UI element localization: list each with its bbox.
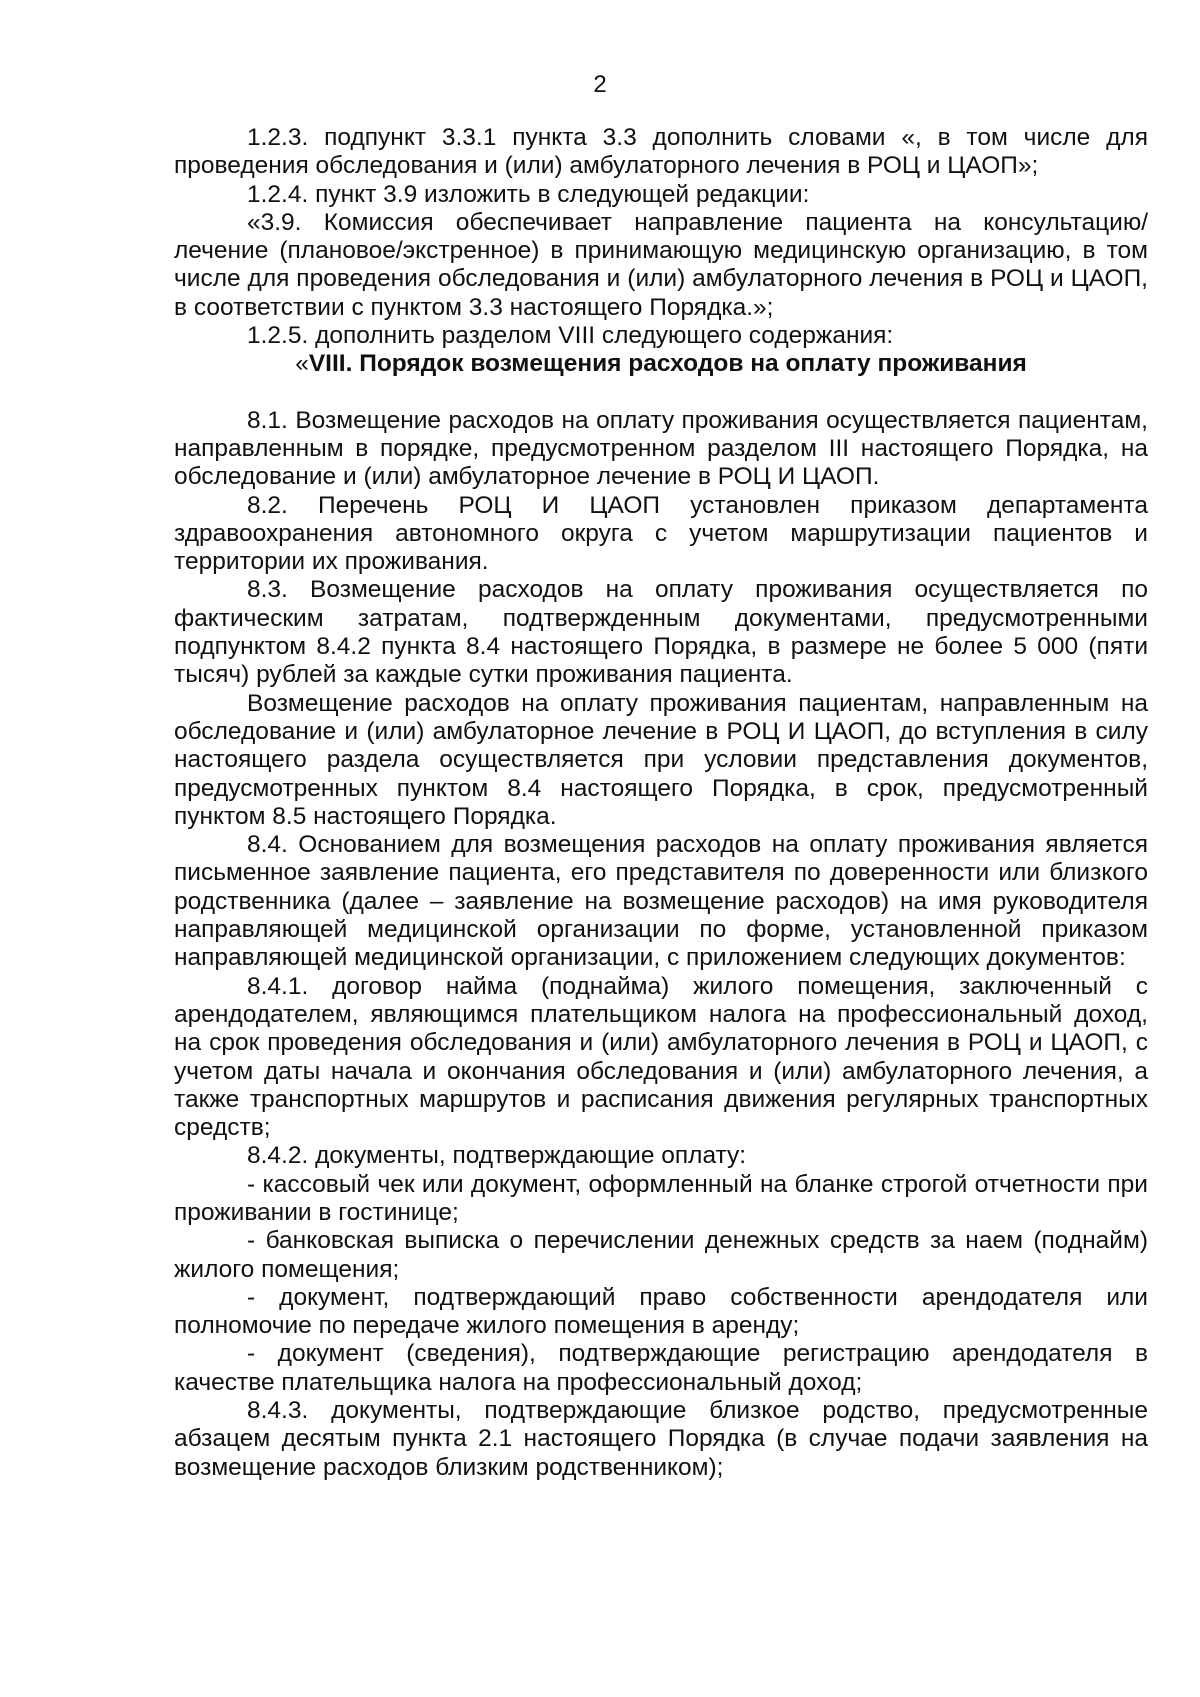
list-item: - банковская выписка о перечислении денежных средств за наем (поднайм) жилого помещения; bbox=[174, 1227, 1148, 1283]
page-number: 2 bbox=[593, 71, 607, 98]
section-heading bbox=[174, 350, 1148, 378]
paragraph: «3.9. Комиссия обеспечивает направление пациента на консультацию/лечение (плановое/экстренное) в принимающую медицинскую организацию, в том числе для проведения обследования и (или) амбулаторного лечения в РОЦ и ЦАОП, в соответствии с пунктом 3.3 настоящего Порядка.»; bbox=[174, 208, 1148, 321]
paragraph: 8.2. Перечень РОЦ И ЦАОП установлен приказом департамента здравоохранения автономного округа с учетом маршрутизации пациентов и территории их проживания. bbox=[174, 491, 1148, 576]
list-item: - документ, подтверждающий право собственности арендодателя или полномочие по передаче жилого помещения в аренду; bbox=[174, 1283, 1148, 1340]
section-heading-title: VIII. Порядок возмещения расходов на оплату проживания bbox=[308, 350, 1027, 378]
list-item: - кассовый чек или документ, оформленный на бланке строгой отчетности при проживании в гостинице; bbox=[174, 1170, 1148, 1226]
paragraph: Возмещение расходов на оплату проживания пациентам, направленным на обследование и (или) амбулаторное лечение в РОЦ И ЦАОП, до вступления в силу настоящего раздела осуществляется при условии представления документов, предусмотренных пунктом 8.4 настоящего Порядка, в срок, предусмотренный пунктом 8.5 настоящего Порядка. bbox=[174, 689, 1148, 830]
paragraph: 8.4.1. договор найма (поднайма) жилого помещения, заключенный с арендодателем, являющимся плательщиком налога на профессиональный доход, на срок проведения обследования и (или) амбулаторного лечения в РОЦ и ЦАОП, с учетом даты начала и окончания обследования и (или) амбулаторного лечения, а также транспортных маршрутов и расписания движения регулярных транспортных средств; bbox=[174, 972, 1148, 1142]
section-heading-quote: « bbox=[295, 350, 309, 378]
paragraph: 1.2.3. подпункт 3.3.1 пункта 3.3 дополнить словами «, в том числе для проведения обследования и (или) амбулаторного лечения в РОЦ и ЦАОП»; bbox=[174, 124, 1148, 180]
document-body bbox=[174, 124, 1148, 1482]
list-item: - документ (сведения), подтверждающие регистрацию арендодателя в качестве плательщика налога на профессиональный доход; bbox=[174, 1340, 1148, 1396]
paragraph: 8.1. Возмещение расходов на оплату проживания осуществляется пациентам, направленным в порядке, предусмотренном разделом III настоящего Порядка, на обследование и (или) амбулаторное лечение в РОЦ И ЦАОП. bbox=[174, 406, 1148, 491]
paragraph: 8.4. Основанием для возмещения расходов на оплату проживания является письменное заявление пациента, его представителя по доверенности или близкого родственника (далее – заявление на возмещение расходов) на имя руководителя направляющей медицинской организации по форме, установленной приказом направляющей медицинской организации, с приложением следующих документов: bbox=[174, 831, 1148, 972]
paragraph: 1.2.5. дополнить разделом VIII следующего содержания: bbox=[247, 322, 894, 350]
paragraph: 8.3. Возмещение расходов на оплату проживания осуществляется по фактическим затратам, подтвержденным документами, предусмотренными подпунктом 8.4.2 пункта 8.4 настоящего Порядка, в размере не более 5 000 (пяти тысяч) рублей за каждые сутки проживания пациента. bbox=[174, 576, 1148, 689]
paragraph: 1.2.4. пункт 3.9 изложить в следующей редакции: bbox=[247, 180, 810, 208]
paragraph: 8.4.3. документы, подтверждающие близкое родство, предусмотренные абзацем десятым пункта 2.1 настоящего Порядка (в случае подачи заявления на возмещение расходов близким родственником); bbox=[174, 1397, 1148, 1481]
paragraph: 8.4.2. документы, подтверждающие оплату: bbox=[247, 1142, 747, 1170]
